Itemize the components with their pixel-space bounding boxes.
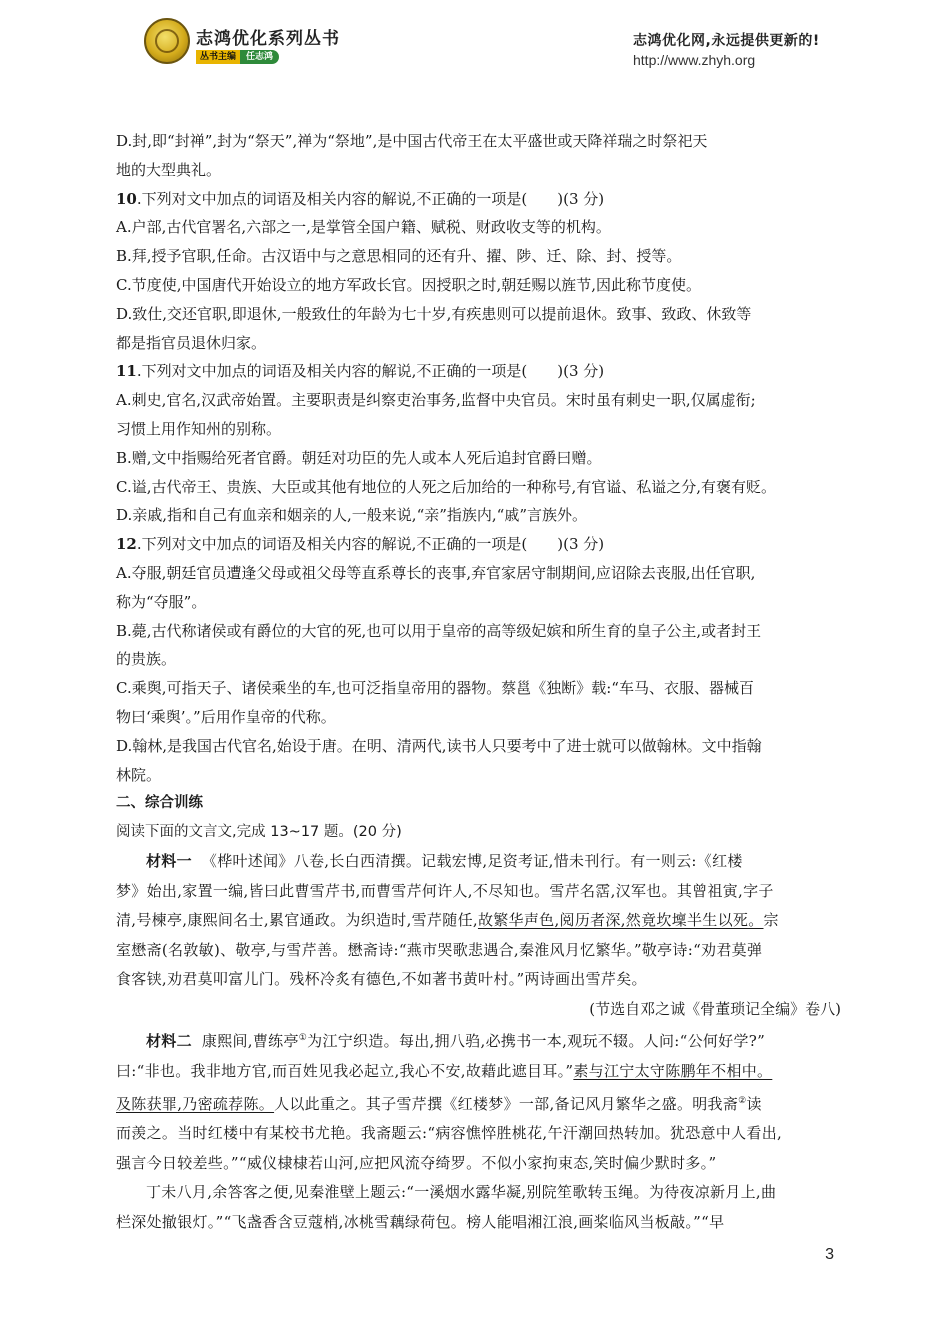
q11-option-b: B.赠,文中指赐给死者官爵。朝廷对功臣的先人或本人死后追封官爵曰赠。	[116, 448, 602, 467]
q10-option-a: A.户部,古代官署名,六部之一,是掌管全国户籍、赋税、财政收支等的机构。	[116, 218, 611, 237]
material-two-continued: 丁未八月,余答客之便,见秦淮壁上题云:“一溪烟水露华凝,别院笙歌转玉绳。为待夜凉新月上,曲 栏深处撤银灯。”“飞盏香含豆蔻梢,冰桃雪藕绿荷包。榜人能唱湘江浪,画桨临风当板敲。”“早	[116, 1183, 777, 1232]
series-title: 志鸿优化系列丛书	[196, 29, 340, 49]
q11-option-d: D.亲戚,指和自己有血亲和姻亲的人,一般来说,“亲”指族内,“戚”言族外。	[116, 506, 588, 525]
page-number: 3	[825, 1246, 834, 1263]
editor-badge	[196, 50, 292, 64]
q10-option-b: B.拜,授予官职,任命。古汉语中与之意思相同的还有升、擢、陟、迁、除、封、授等。	[116, 247, 682, 266]
header-url-link[interactable]: http://www.zhyh.org	[633, 52, 756, 68]
footnote-marker: ②	[738, 1095, 747, 1106]
header-slogan: 志鸿优化网,永远提供更新的!	[633, 33, 820, 49]
reading-instruction: 阅读下面的文言文,完成 13~17 题。(20 分)	[116, 824, 402, 841]
page-header	[0, 12, 950, 82]
underlined-sentence: 及陈获罪,乃密疏荐陈。	[116, 1094, 275, 1113]
q11-option-a: A.刺史,官名,汉武帝始置。主要职责是纠察吏治事务,监督中央官员。宋时虽有刺史一职,仅属虚衔; 习惯上用作知州的别称。	[116, 391, 756, 438]
underlined-sentence: 故繁华声色,阅历者深,然竟坎壈半生以死。	[477, 911, 764, 930]
editor-name: 任志鸿	[240, 50, 279, 64]
underlined-sentence: 素与江宁太守陈鹏年不相中。	[573, 1062, 773, 1081]
material-two: 材料二 康熙间,曹练亭①为江宁织造。每出,拥八驺,必携书一本,观玩不辍。人问:“公何好学?” 曰:“非也。我非地方官,而百姓见我必起立,我心不安,故藉此遮目耳。”素与江宁太守陈鹏年不相中。 及陈获罪,乃密疏荐陈。人以此重之。其子雪芹撰《红楼梦》一部,备记风月繁华之盛。明我斋②读 而羡之。当时红楼中有某校书尤艳。我斋题云:“病容憔悴胜桃花,午汗潮回热转加。犹恐意中人看出, 强言今日较差些。”“威仪棣棣若山河,应把风流夺绮罗。不似小家拘束态,笑时偏少默时多。”	[116, 1032, 783, 1172]
section-heading: 二、综合训练	[116, 795, 203, 812]
q10-option-d: D.致仕,交还官职,即退休,一般致仕的年龄为七十岁,有疾患则可以提前退休。致事、致政、休致等 都是指官员退休归家。	[116, 304, 752, 352]
q10-option-c: C.节度使,中国唐代开始设立的地方军政长官。因授职之时,朝廷赐以旌节,因此称节度使。	[116, 275, 702, 294]
material-two-label: 材料二	[146, 1032, 192, 1051]
q11-option-c: C.谥,古代帝王、贵族、大臣或其他有地位的人死之后加给的一种称号,有官谥、私谥之分,有褒有贬。	[116, 477, 777, 496]
editor-label: 丛书主编	[196, 50, 240, 64]
q9-option-d: D.封,即“封禅”,封为“祭天”,禅为“祭地”,是中国古代帝王在太平盛世或天降祥瑞之时祭祀天 地的大型典礼。	[116, 132, 708, 179]
footnote-marker: ①	[298, 1033, 308, 1044]
q12-option-c: C.乘舆,可指天子、诸侯乘坐的车,也可泛指皇帝用的器物。蔡邕《独断》载:“车马、衣服、器械百 物曰‘乘舆’。”后用作皇帝的代称。	[116, 679, 754, 726]
material-one: 材料一 《桦叶述闻》八卷,长白西清撰。记载宏博,足资考证,惜未刊行。有一则云:《红楼 梦》始出,家置一编,皆曰此曹雪芹书,而曹雪芹何许人,不尽知也。雪芹名霑,汉军也。其曾祖寅,字子 清,号楝亭,康熙间名士,累官通政。为织造时,雪芹随任,故繁华声色,阅历者深,然竟坎壈半生以死。宗 室懋斋(名敦敏)、敬亭,与雪芹善。懋斋诗:“燕市哭歌悲遇合,秦淮风月忆繁华。”敬亭诗:“劝君莫弹 食客铗,劝君莫叩富儿门。残杯冷炙有德色,不如著书黄叶村。”两诗画出雪芹矣。	[116, 851, 779, 989]
q10-stem: 10.下列对文中加点的词语及相关内容的解说,不正确的一项是( )(3 分)	[116, 189, 605, 208]
material-one-source: (节选自邓之诚《骨董琐记全编》卷八)	[589, 999, 841, 1018]
material-one-label: 材料一	[146, 851, 192, 870]
q12-option-b: B.薨,古代称诸侯或有爵位的大官的死,也可以用于皇帝的高等级妃嫔和所生育的皇子公主,或者封王 的贵族。	[116, 621, 762, 669]
document-body	[116, 127, 841, 1238]
q12-option-d: D.翰林,是我国古代官名,始设于唐。在明、清两代,读书人只要考中了进士就可以做翰林。文中指翰 林院。	[116, 736, 762, 784]
q12-stem: 12.下列对文中加点的词语及相关内容的解说,不正确的一项是( )(3 分)	[116, 535, 605, 554]
q11-stem: 11.下列对文中加点的词语及相关内容的解说,不正确的一项是( )(3 分)	[116, 362, 605, 381]
q12-option-a: A.夺服,朝廷官员遭逢父母或祖父母等直系尊长的丧事,弃官家居守制期间,应诏除去丧服,出任官职, 称为“夺服”。	[116, 563, 756, 611]
series-logo-icon	[144, 18, 190, 64]
